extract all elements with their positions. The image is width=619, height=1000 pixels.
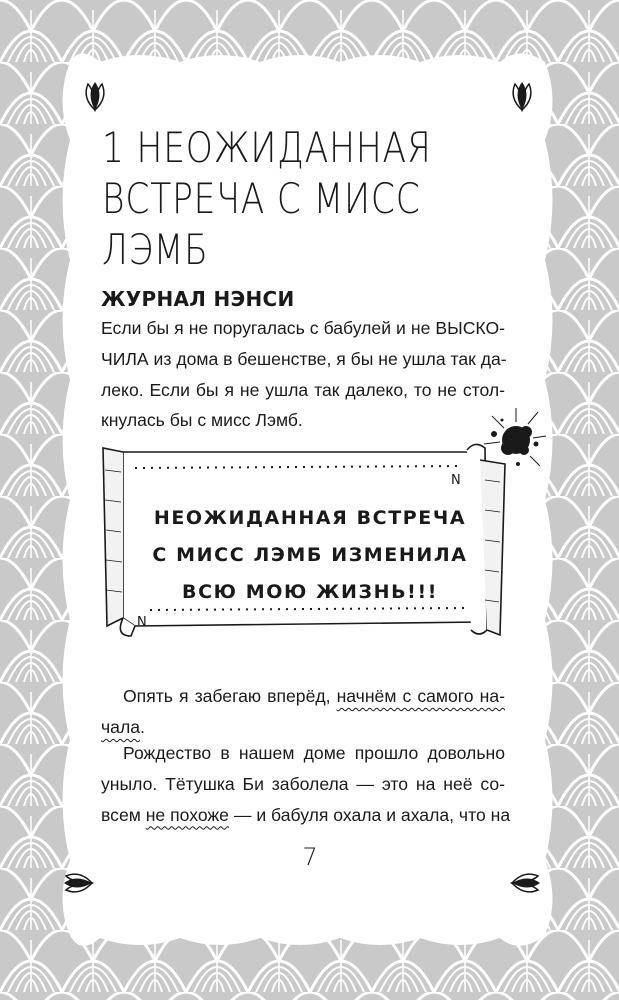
corner-leaf-icon <box>78 80 112 114</box>
text-segment: . <box>140 716 145 737</box>
corner-leaf-icon <box>62 866 96 900</box>
scroll-banner-text <box>140 500 480 611</box>
text-line: леко. Если бы я не ушла так далеко, то не стол- <box>101 379 505 400</box>
chapter-title <box>102 122 432 275</box>
scroll-text-line: ВСЮ МОЮ ЖИЗНЬ!!! <box>182 581 438 603</box>
scroll-text-line: НЕОЖИДАННАЯ ВСТРЕЧА <box>153 507 467 529</box>
text-line <box>101 800 511 831</box>
text-line: Рождество в нашем доме прошло довольно <box>123 743 505 763</box>
text-segment: — и бабуля охала и ахала, что на <box>228 804 511 825</box>
text-line: кнулась бы с мисс Лэмб. <box>101 410 303 431</box>
wavy-underlined-text: начнём с самого на- <box>336 686 505 706</box>
text-line: ЧИЛА из дома в бешенстве, я бы не ушла так да- <box>101 348 507 369</box>
chapter-title-line: ВСТРЕЧА С МИСС <box>102 174 421 223</box>
text-segment: всем <box>101 804 146 825</box>
scroll-marker-top: N <box>451 473 461 488</box>
page-number: 7 <box>302 843 318 871</box>
chapter-title-line: ЛЭМБ <box>102 225 209 274</box>
body-paragraph-2 <box>101 738 511 830</box>
scroll-marker-bottom: N <box>137 615 147 630</box>
scroll-text-line: С МИСС ЛЭМБ ИЗМЕНИЛА <box>152 544 468 566</box>
chapter-title-line: 1 НЕОЖИДАННАЯ <box>102 123 432 172</box>
wavy-underlined-text: не похоже <box>145 804 229 825</box>
intro-paragraph <box>101 313 505 436</box>
body-paragraph-1 <box>101 681 505 743</box>
section-heading: ЖУРНАЛ НЭНСИ <box>101 287 295 311</box>
corner-leaf-icon <box>505 80 539 114</box>
text-line: Если бы я не поругалась с бабулей и не ВЫСКО- <box>101 318 505 338</box>
text-line <box>101 681 505 712</box>
corner-leaf-icon <box>508 866 542 900</box>
wavy-underlined-text: чала <box>101 716 141 737</box>
text-segment: Опять я забегаю вперёд, <box>123 686 337 706</box>
text-line: уныло. Тётушка Би заболела — это на неё со- <box>101 773 505 794</box>
